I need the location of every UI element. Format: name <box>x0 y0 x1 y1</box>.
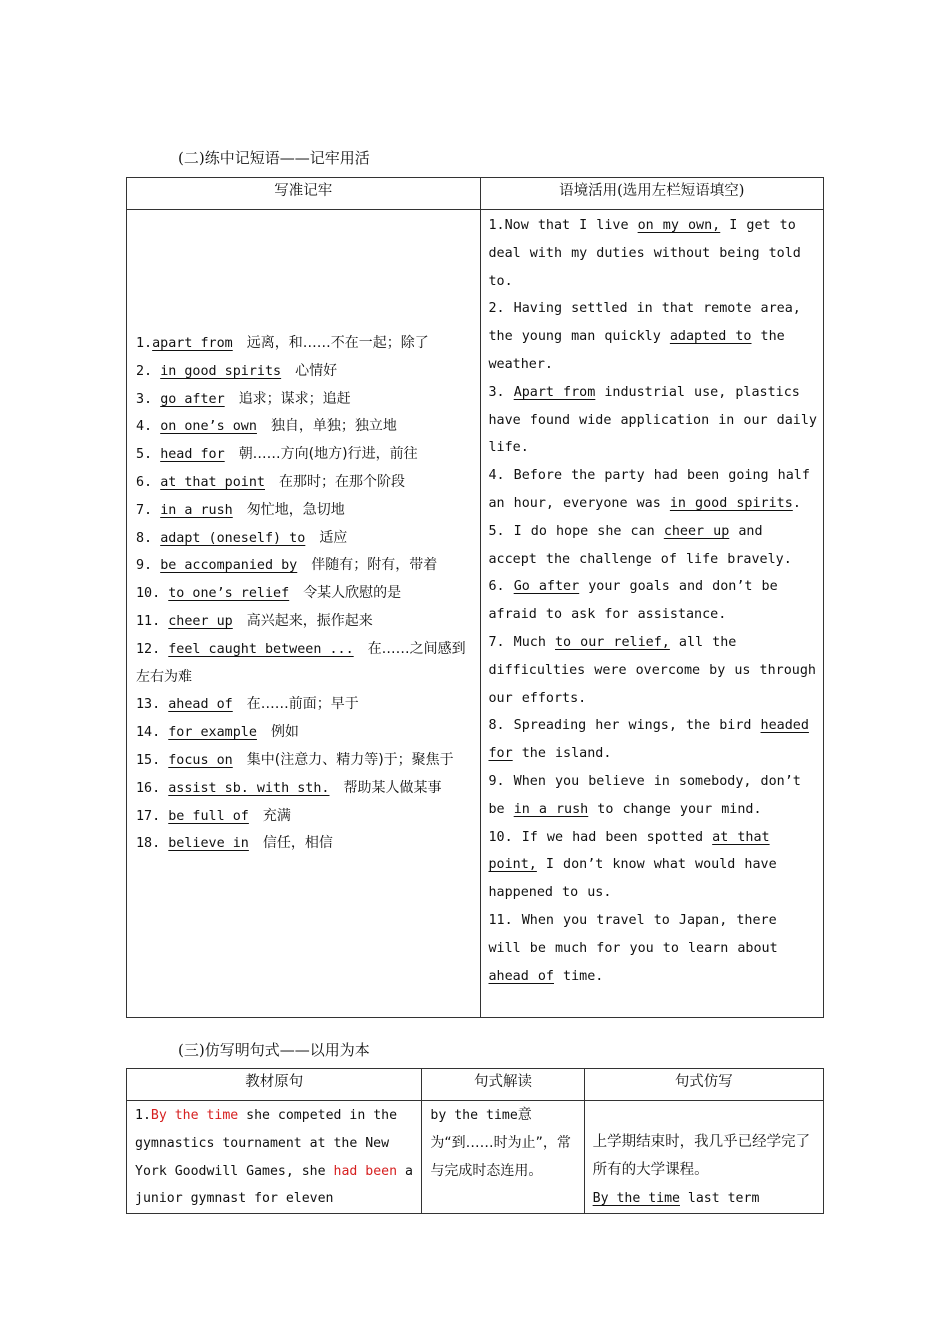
column-header-context-use: 语境活用(选用左栏短语填空) <box>480 178 824 210</box>
phrase-answer: at that point <box>160 474 265 490</box>
sentence-answer: cheer up <box>663 523 730 539</box>
sentence-answer: headed for <box>488 718 809 762</box>
sentence-list <box>481 210 824 990</box>
phrase-meaning: 远离，和……不在一起；除了 <box>246 335 429 351</box>
phrase-answer: assist sb. with sth. <box>168 780 330 796</box>
phrase-item <box>136 608 474 636</box>
sentence-before: 2. Having settled in that remote area, the young man quickly <box>488 301 801 345</box>
phrase-meaning: 独自，单独；独立地 <box>270 418 397 435</box>
phrase-meaning: 在那时；在那个阶段 <box>279 473 405 490</box>
phrase-number: 14. <box>136 725 169 741</box>
explanation-meaning: 意为“到……时为止”，常与完成时态连用。 <box>430 1107 571 1179</box>
sentence-before: 9. When you believe in somebody, don’t be <box>488 773 801 817</box>
sentence-before: 6. <box>488 579 514 595</box>
phrase-answer: on one’s own <box>160 419 257 435</box>
phrase-item <box>136 469 474 497</box>
column-header-memorize: 写准记牢 <box>127 178 481 210</box>
column-header-imitation: 句式仿写 <box>584 1069 823 1101</box>
original-text-1: she competed in the gymnastics tournament at the New York Goodwill Games, she <box>135 1108 398 1179</box>
sentence-before: 5. I do hope she can <box>488 523 664 539</box>
explanation-text <box>422 1101 583 1185</box>
phrase-number: 7. <box>136 502 161 518</box>
column-header-original: 教材原句 <box>127 1069 422 1101</box>
imitation-answer: By the time <box>592 1190 680 1206</box>
sentence-after: I get to deal with my duties without being told to. <box>488 218 801 289</box>
sentence-answer: adapted to <box>669 329 752 345</box>
sentence-before: 8. Spreading her wings, the bird <box>488 718 761 734</box>
phrase-table <box>126 177 824 1018</box>
phrase-meaning: 朝……方向(地方)行进，前往 <box>238 446 418 463</box>
phrase-meaning: 充满 <box>262 807 291 824</box>
phrase-answer: believe in <box>168 836 249 852</box>
context-sentence <box>489 295 818 378</box>
phrase-number: 10. <box>136 586 169 602</box>
sentence-after: all the difficulties were overcome by us through our efforts. <box>488 634 816 706</box>
phrase-answer: cheer up <box>168 613 233 629</box>
imitation-prompt: 上学期结束时，我几乎已经学完了所有的大学课程。 <box>592 1134 811 1178</box>
phrase-number: 8. <box>136 530 161 546</box>
phrase-number: 9. <box>136 558 161 574</box>
phrase-item <box>136 497 474 525</box>
sentence-after: I don’t know what would have happened to us. <box>488 857 777 901</box>
phrase-item <box>136 775 474 803</box>
phrase-number: 6. <box>136 474 161 490</box>
sentence-after: and accept the challenge of life bravely. <box>488 523 792 567</box>
phrase-answer: in a rush <box>160 502 233 518</box>
original-text-2: a junior gymnast for eleven <box>135 1163 413 1207</box>
phrase-number: 11. <box>136 613 169 629</box>
phrase-meaning: 令某人欣慰的是 <box>303 585 402 602</box>
phrase-item <box>136 719 474 747</box>
phrase-meaning: 集中(注意力、精力等)于；聚焦于 <box>246 751 454 768</box>
phrase-number: 5. <box>136 447 161 463</box>
context-sentence <box>489 379 818 462</box>
phrase-number: 4. <box>136 419 161 435</box>
sentence-after: industrial use, plastics have found wide application in our daily life. <box>488 384 817 456</box>
phrase-number: 13. <box>136 697 169 713</box>
sentence-answer: in a rush <box>513 801 589 817</box>
context-sentence <box>489 712 818 768</box>
phrase-meaning: 帮助某人做某事 <box>343 779 442 796</box>
context-sentence <box>489 212 818 295</box>
section-3-title: (三)仿写明句式——以用为本 <box>178 1041 370 1059</box>
context-sentence <box>489 462 818 518</box>
phrase-item <box>136 330 474 358</box>
sentence-after: . <box>792 495 801 511</box>
context-sentence <box>489 907 818 990</box>
sentence-answer: on my own, <box>637 218 721 233</box>
sentence-answer: at that point, <box>488 829 770 873</box>
phrase-meaning: 伴随有；附有，带着 <box>311 557 438 574</box>
context-sentence <box>489 629 818 712</box>
original-sentence <box>127 1101 421 1213</box>
sentence-list-cell <box>480 210 824 1018</box>
sentence-after: to change your mind. <box>588 801 762 817</box>
phrase-meaning: 信任，相信 <box>262 835 333 852</box>
phrase-meaning: 例如 <box>270 724 299 741</box>
sentence-answer: ahead of <box>488 968 554 984</box>
phrase-number: 18. <box>136 836 169 852</box>
phrase-meaning: 匆忙地，急切地 <box>246 501 345 518</box>
context-sentence <box>489 824 818 907</box>
phrase-answer: be full of <box>168 808 249 824</box>
phrase-answer: in good spirits <box>160 363 282 379</box>
phrase-item <box>136 580 474 608</box>
phrase-item <box>136 413 474 441</box>
phrase-meaning: 追求；谋求；追赶 <box>238 390 351 407</box>
phrase-answer: feel caught between ... <box>168 641 354 657</box>
column-header-explanation: 句式解读 <box>422 1069 584 1101</box>
phrase-number: 1. <box>136 336 153 351</box>
sentence-answer: Apart from <box>513 384 596 400</box>
phrase-list-cell <box>127 210 481 1018</box>
context-sentence <box>489 768 818 824</box>
phrase-answer: head for <box>160 447 225 463</box>
highlight-by-the-time: By the time <box>150 1108 239 1123</box>
phrase-meaning: 心情好 <box>295 362 338 379</box>
phrase-item <box>136 386 474 414</box>
phrase-meaning: 在……之间感到左右为难 <box>136 640 466 685</box>
imitation-cell <box>584 1101 823 1214</box>
sentence-before: 10. If we had been spotted <box>488 829 713 845</box>
phrase-item <box>136 441 474 469</box>
phrase-meaning: 在……前面；早于 <box>246 696 359 713</box>
sentence-before: 11. When you travel to Japan, there will be much for you to learn about <box>488 912 778 956</box>
phrase-number: 2. <box>136 363 161 379</box>
highlight-had-been: had been <box>333 1163 398 1179</box>
section-2-title: (二)练中记短语——记牢用活 <box>178 149 370 167</box>
phrase-answer: go after <box>160 391 225 407</box>
phrase-list <box>136 330 474 858</box>
phrase-item <box>136 691 474 719</box>
sentence-before: 7. Much <box>488 634 555 650</box>
phrase-number: 15. <box>136 752 169 768</box>
explanation-phrase: by the time <box>430 1108 518 1123</box>
phrase-answer: for example <box>168 725 257 741</box>
phrase-number: 12. <box>136 641 169 657</box>
sentence-after: the island. <box>512 746 612 762</box>
sentence-after: time. <box>554 968 604 984</box>
phrase-answer: ahead of <box>168 697 233 713</box>
imitation-after: last term <box>679 1190 760 1206</box>
sentence-pattern-table <box>126 1068 824 1214</box>
sentence-before: 4. Before the party had been going half an hour, everyone was <box>488 468 810 511</box>
sentence-after: the weather. <box>488 329 785 372</box>
phrase-answer: apart from <box>152 336 233 351</box>
phrase-answer: focus on <box>168 752 233 768</box>
original-number: 1. <box>135 1108 151 1123</box>
phrase-answer: to one’s relief <box>168 586 290 602</box>
phrase-item <box>136 358 474 386</box>
phrase-item <box>136 552 474 580</box>
sentence-after: your goals and don’t be afraid to ask for assistance. <box>488 579 778 623</box>
phrase-item <box>136 525 474 553</box>
context-sentence <box>489 518 818 574</box>
context-sentence <box>489 573 818 629</box>
phrase-answer: adapt (oneself) to <box>160 530 306 546</box>
original-sentence-cell <box>127 1101 422 1214</box>
phrase-number: 17. <box>136 808 169 824</box>
phrase-answer: be accompanied by <box>160 558 298 574</box>
phrase-item <box>136 803 474 831</box>
sentence-answer: to our relief, <box>555 634 670 650</box>
phrase-item <box>136 747 474 775</box>
phrase-item <box>136 636 474 692</box>
sentence-answer: Go after <box>513 579 580 595</box>
phrase-meaning: 适应 <box>319 529 348 546</box>
explanation-cell <box>422 1101 584 1214</box>
sentence-answer: in good spirits <box>669 495 793 511</box>
phrase-number: 16. <box>136 780 169 796</box>
phrase-number: 3. <box>136 391 161 407</box>
imitation-text <box>585 1101 823 1212</box>
phrase-item <box>136 830 474 858</box>
sentence-before: 1.Now that I live <box>488 218 638 233</box>
phrase-meaning: 高兴起来，振作起来 <box>246 612 373 629</box>
sentence-before: 3. <box>488 384 514 400</box>
